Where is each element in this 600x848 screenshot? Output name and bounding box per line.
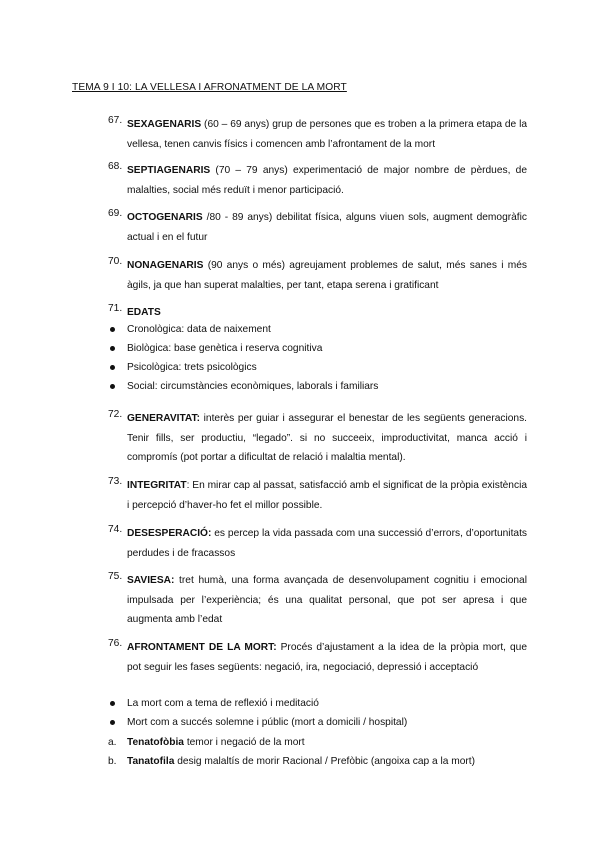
item-term: SEXAGENARIS	[127, 119, 202, 130]
list-item	[108, 409, 527, 468]
list-item	[108, 256, 527, 295]
item-term: Tanatofila	[127, 756, 175, 767]
bullet-text: La mort com a tema de reflexió i meditació	[127, 698, 319, 709]
item-term: EDATS	[127, 307, 161, 318]
page-title: TEMA 9 I 10: LA VELLESA I AFRONATMENT DE LA MORT	[72, 82, 347, 93]
bullet-item	[108, 694, 527, 714]
list-item	[108, 476, 527, 515]
item-number: 69.	[108, 208, 123, 219]
item-number: 76.	[108, 638, 123, 649]
bullet-item	[108, 713, 527, 733]
item-term: SAVIESA:	[127, 575, 175, 586]
item-number: 73.	[108, 476, 123, 487]
list-item	[108, 161, 527, 200]
bullet-text: Mort com a succés solemne i públic (mort a domicili / hospital)	[127, 717, 408, 728]
list-item	[108, 524, 527, 563]
bullet-dot-icon	[110, 701, 115, 706]
item-text: Procés d’ajustament a la idea de la pròpia mort, que pot seguir les fases següents: negació, ira, negociació, depressió i acceptació	[127, 642, 528, 673]
list-item	[108, 208, 527, 247]
item-number: 72.	[108, 409, 123, 420]
item-text: (60 – 69 anys) grup de persones que es troben a la primera etapa de la vellesa, tenen canvis físics i comencen amb l’afrontament de la mort	[127, 119, 527, 150]
bullet-text: Cronològica: data de naixement	[127, 324, 271, 335]
item-number: 68.	[108, 161, 123, 172]
item-letter: a.	[108, 737, 117, 748]
bullet-item	[108, 339, 527, 359]
item-term: NONAGENARIS	[127, 260, 204, 271]
lettered-item	[108, 752, 527, 772]
list-item	[108, 638, 527, 677]
item-text: interès per guiar i assegurar el benestar de les següents generacions. Tenir fills, ser productiu, “legado”. si no succeeix, improductivitat, manca acció i compromís (pot portar a dificultat de relació i malaltia mental).	[127, 413, 527, 463]
item-term: GENERAVITAT:	[127, 413, 201, 424]
item-term: AFRONTAMENT DE LA MORT:	[127, 642, 277, 653]
bullet-dot-icon	[110, 346, 115, 351]
item-term: OCTOGENARIS	[127, 212, 203, 223]
bullet-text: Biològica: base genètica i reserva cognitiva	[127, 343, 323, 354]
item-text: (70 – 79 anys) experimentació de major nombre de pèrdues, de malalties, social més reduït i menor participació.	[127, 165, 527, 196]
item-text: desig malaltís de morir Racional / Prefòbic (angoixa cap a la mort)	[174, 756, 476, 767]
item-text: es percep la vida passada com una successió d’errors, d’oportunitats perdudes i de fracassos	[127, 528, 527, 559]
bullet-item	[108, 358, 527, 378]
item-term: INTEGRITAT	[127, 480, 187, 491]
item-term: SEPTIAGENARIS	[127, 165, 211, 176]
bullet-dot-icon	[110, 720, 115, 725]
item-number: 75.	[108, 571, 123, 582]
list-item	[108, 115, 527, 154]
item-letter: b.	[108, 756, 117, 767]
item-text: /80 - 89 anys) debilitat física, alguns viuen sols, augment demogràfic actual i en el futur	[127, 212, 527, 243]
bullet-text: Social: circumstàncies econòmiques, laborals i familiars	[127, 381, 379, 392]
item-number: 70.	[108, 256, 123, 267]
bullet-dot-icon	[110, 327, 115, 332]
bullet-item	[108, 320, 527, 340]
item-number: 67.	[108, 115, 123, 126]
item-text: temor i negació de la mort	[183, 737, 305, 748]
item-term: Tenatofòbia	[127, 737, 184, 748]
item-number: 74.	[108, 524, 123, 535]
lettered-item	[108, 733, 527, 753]
bullet-dot-icon	[110, 384, 115, 389]
item-text: tret humà, una forma avançada de desenvolupament cognitiu i emocional impulsada per l’experiència; és una qualitat personal, que pot ser apresa i que augmenta amb l’edat	[127, 575, 527, 625]
item-number: 71.	[108, 303, 123, 314]
bullet-item	[108, 377, 527, 397]
item-term: DESESPERACIÓ:	[127, 528, 212, 539]
item-text: (90 anys o més) agreujament problemes de salut, més sanes i més àgils, ja que han superat malalties, per tant, etapa serena i gratificant	[127, 260, 527, 291]
list-item	[108, 571, 527, 630]
bullet-dot-icon	[110, 365, 115, 370]
bullet-text: Psicològica: trets psicològics	[127, 362, 257, 373]
item-text: : En mirar cap al passat, satisfacció amb el significat de la pròpia existència i percepció d’haver-ho fet el millor possible.	[127, 480, 527, 511]
